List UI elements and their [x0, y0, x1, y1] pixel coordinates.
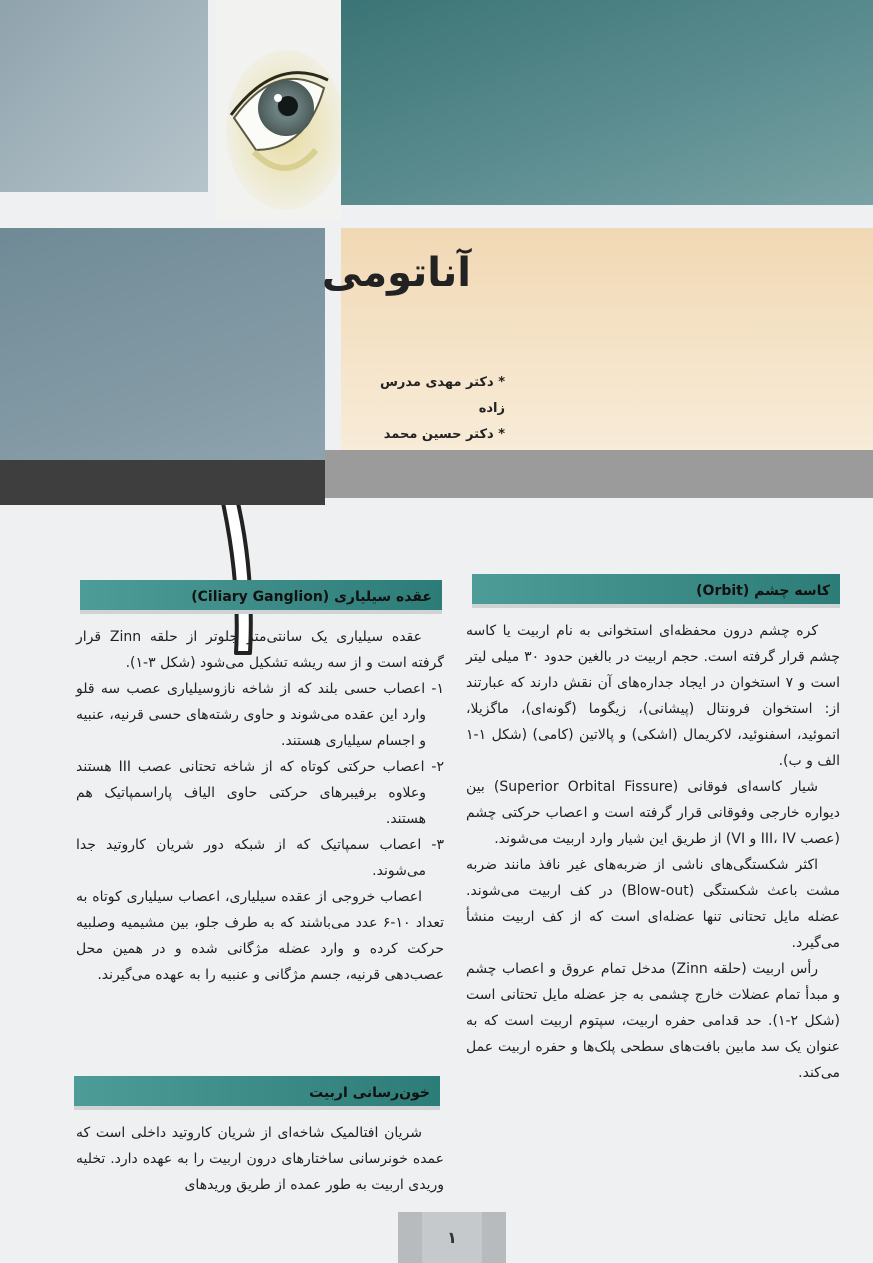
ciliary-intro: عقده سیلیاری یک سانتی‌متر جلوتر از حلقه Zinn قرار گرفته است و از سه ریشه تشکیل می‌شود (شکل ۳-۱). — [76, 629, 444, 671]
right-column-text — [466, 618, 840, 1086]
orbit-paragraph-1: کره چشم درون محفظه‌ای استخوانی به نام اربیت یا کاسه چشم قرار گرفته است. حجم اربیت در بالغین حدود ۳۰ میلی لیتر است و ۷ استخوان در ایجاد جداره‌های آن نقش دارند که عبارتند از: استخوان فرونتال (پیشانی)، زیگوما (گونه‌ای)، ماگزیلا، اتموئید، اسفنوئید، لاکریمال (اشکی) و پالاتین (کامی) (شکل ۱-۱ الف و ب). — [466, 623, 840, 769]
blood-supply-paragraph: شریان افتالمیک شاخه‌ای از شریان کاروتید داخلی است که عمده خونرسانی ساختارهای درون اربیت را به عهده دارد. تخلیه وریدی اربیت به طور عمده از طریق وریدهای — [76, 1125, 444, 1193]
section-heading-orbit-blood-supply: خون‌رسانی اربیت — [74, 1076, 440, 1110]
ciliary-item-2: ۲- اعصاب حرکتی کوتاه که از شاخه تحتانی عصب III هستند وعلاوه برفیبرهای حرکتی حاوی الیاف پاراسمپاتیک هم هستند. — [76, 759, 444, 827]
header-dark-band — [0, 460, 325, 505]
chapter-number-panel — [0, 228, 325, 460]
chapter-title: آناتومی — [321, 250, 471, 296]
header-panel-top-left — [0, 0, 208, 192]
section-heading-ciliary-ganglion: عقده سیلیاری (Ciliary Ganglion) — [80, 580, 442, 614]
left-column-text — [76, 624, 444, 988]
ciliary-outro: اعصاب خروجی از عقده سیلیاری، اعصاب سیلیاری کوتاه به تعداد ۱۰-۶ عدد می‌باشند که به طرف جلو، بین مشیمیه وصلبیه حرکت کرده و وارد عضله مژگانی شده و در همین محل عصب‌دهی قرنیه، جسم مژگانی و عنبیه را به عهده می‌گیرند. — [76, 889, 444, 983]
page-number: ۱ — [422, 1212, 482, 1263]
orbit-paragraph-3: اکثر شکستگی‌های ناشی از ضربه‌های غیر نافذ مانند ضربه مشت باعث شکستگی (Blow-out) در کف اربیت می‌شوند. عضله مایل تحتانی تنها عضله‌ای است که از کف اربیت منشأ می‌گیرد. — [466, 857, 841, 951]
author-1: * دکتر مهدی مدرس زاده — [379, 375, 505, 416]
blood-supply-text — [76, 1120, 444, 1198]
orbit-paragraph-4: رأس اربیت (حلقه Zinn) مدخل تمام عروق و اعصاب چشم و مبدأ تمام عضلات خارج چشمی به جز عضله مایل تحتانی است (شکل ۲-۱). حد قدامی حفره اربیت، سپتوم اربیت است که به عنوان یک سد مابین بافت‌های سطحی پلک‌ها و حفره اربیت عمل می‌کند. — [466, 961, 840, 1081]
header-panel-top-right — [341, 0, 873, 205]
ciliary-item-1: ۱- اعصاب حسی بلند که از شاخه نازوسیلیاری عصب سه قلو وارد این عقده می‌شوند و حاوی رشته‌های حسی قرنیه، عنبیه و اجسام سیلیاری هستند. — [76, 681, 444, 749]
section-heading-orbit: کاسه چشم (Orbit) — [472, 574, 840, 608]
header-grey-band — [325, 450, 873, 498]
eye-icon — [216, 0, 341, 220]
author-2: * دکتر حسین محمد — [383, 427, 505, 442]
ciliary-item-3: ۳- اعصاب سمپاتیک که از شبکه دور شریان کاروتید جدا می‌شوند. — [76, 837, 444, 879]
orbit-paragraph-2: شیار کاسه‌ای فوقانی (Superior Orbital Fissure) بین دیواره خارجی وفوقانی قرار گرفته است و اعصاب حرکتی چشم (عصب III، IV و VI) از طریق این شیار وارد اربیت می‌شوند. — [466, 779, 840, 847]
eye-illustration — [216, 0, 341, 220]
